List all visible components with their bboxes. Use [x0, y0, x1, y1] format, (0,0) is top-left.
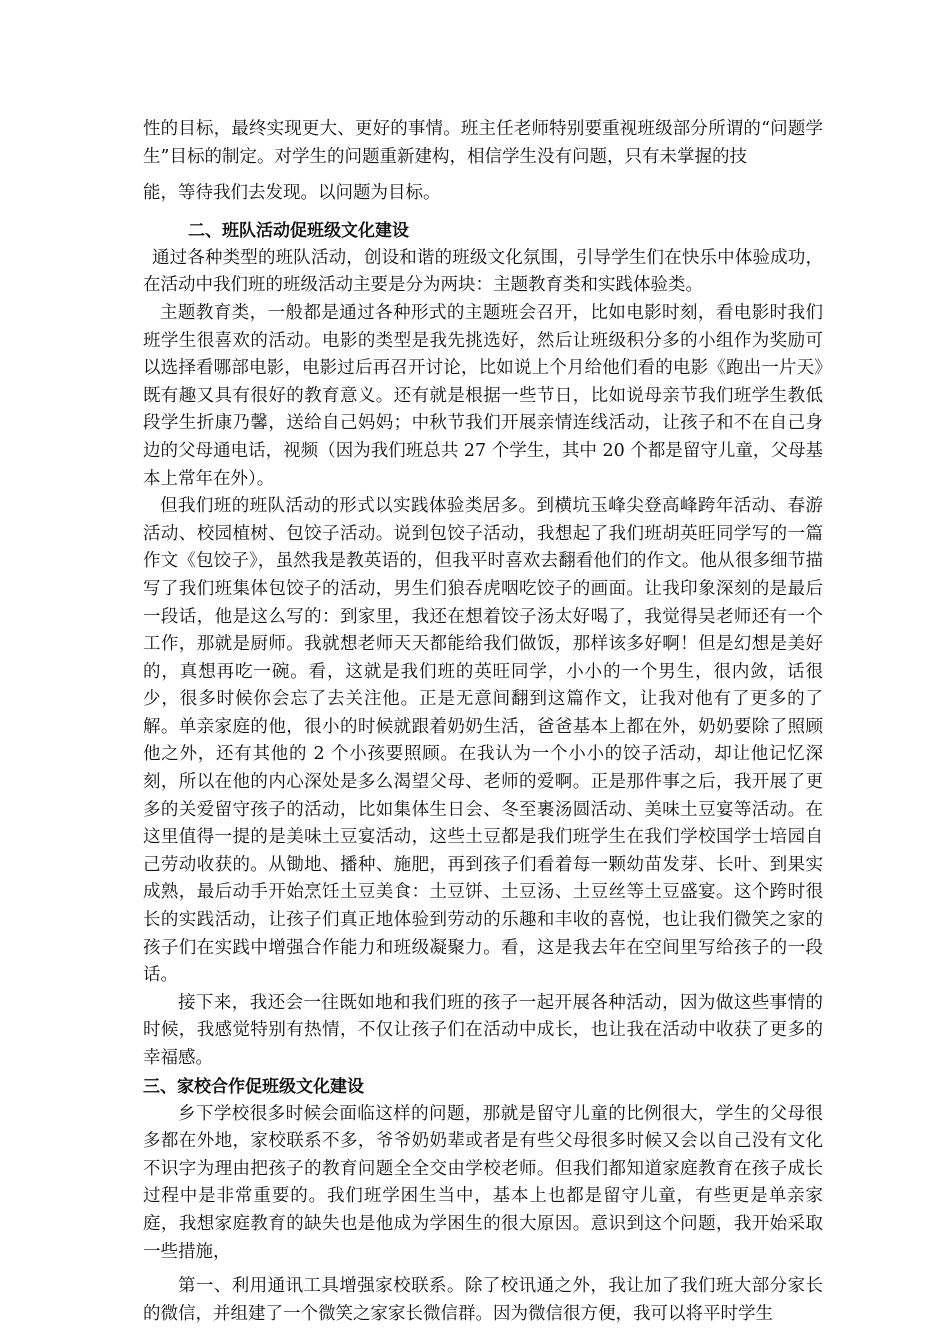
paragraph-class-activities-intro: 通过各种类型的班队活动，创设和谐的班级文化氛围，引导学生们在快乐中体验成功，在活动中我们班的班级活动主要是分为两块：主题教育类和实践体验类。	[143, 247, 823, 296]
document-page	[143, 116, 823, 1328]
paragraph-goal-end: 能，等待我们去发现。以问题为目标。	[143, 183, 441, 204]
paragraph-goal-cont: 性的目标，最终实现更大、更好的事情。班主任老师特别要重视班级部分所谓的“问题学生”目标的制定。对学生的问题重新建构，相信学生没有问题，只有未掌握的技	[143, 119, 823, 167]
paragraph-communication-tools: 第一、利用通讯工具增强家校联系。除了校讯通之外，我让加了我们班大部分家长的微信，并组建了一个微笑之家家长微信群。因为微信很方便，我可以将平时学生	[143, 1276, 823, 1324]
section-heading-3: 三、家校合作促班级文化建设	[143, 1076, 364, 1097]
paragraph-theme-education: 主题教育类，一般都是通过各种形式的主题班会召开，比如电影时刻，看电影时我们班学生很喜欢的活动。电影的类型是我先挑选好，然后让班级积分多的小组作为奖励可以选择看哪部电影，电影过后再召开讨论，比如说上个月给他们看的电影《跑出一片天》既有趣又具有很好的教育意义。还有就是根据一些节日，比如说母亲节我们班学生教低段学生折康乃馨，送给自己妈妈；中秋节我们开展亲情连线活动，让孩子和不在自己身边的父母通电话，视频（因为我们班总共 27 个学生，其中 20 个都是留守儿童，父母基本上常年在外）。	[143, 302, 823, 489]
section-heading-2: 二、班队活动促班级文化建设	[188, 220, 409, 241]
paragraph-next-steps: 接下来，我还会一往既如地和我们班的孩子一起开展各种活动，因为做这些事情的时候，我感觉特别有热情，不仅让孩子们在活动中成长，也让我在活动中收获了更多的幸福感。	[143, 992, 823, 1068]
paragraph-home-school: 乡下学校很多时候会面临这样的问题，那就是留守儿童的比例很大，学生的父母很多都在外地，家校联系不多，爷爷奶奶辈或者是有些父母很多时候又会以自己没有文化不识字为理由把孩子的教育问题全全交由学校老师。但我们都知道家庭教育在孩子成长过程中是非常重要的。我们班学困生当中，基本上也都是留守儿童，有些更是单亲家庭，我想家庭教育的缺失也是他成为学困生的很大原因。意识到这个问题，我开始采取一些措施，	[143, 1103, 823, 1262]
paragraph-practice-experience: 但我们班的班队活动的形式以实践体验类居多。到横坑玉峰尖登高峰跨年活动、春游活动、校园植树、包饺子活动。说到包饺子活动，我想起了我们班胡英旺同学写的一篇作文《包饺子》，虽然我是教英语的，但我平时喜欢去翻看他们的作文。他从很多细节描写了我们班集体包饺子的活动，男生们狼吞虎咽吃饺子的画面。让我印象深刻的是最后一段话，他是这么写的：到家里，我还在想着饺子汤太好喝了，我觉得吴老师还有一个工作，那就是厨师。我就想老师天天都能给我们做饭，那样该多好啊！但是幻想是美好的，真想再吃一碗。看，这就是我们班的英旺同学，小小的一个男生，很内敛，话很少，很多时候你会忘了去关注他。正是无意间翻到这篇作文，让我对他有了更多的了解。单亲家庭的他，很小的时候就跟着奶奶生活，爸爸基本上都在外，奶奶要除了照顾他之外，还有其他的 2 个小孩要照顾。在我认为一个小小的饺子活动，却让他记忆深刻，所以在他的内心深处是多么渴望父母、老师的爱啊。正是那件事之后，我开展了更多的关爱留守孩子的活动，比如集体生日会、冬至裹汤圆活动、美味土豆宴等活动。在这里值得一提的是美味土豆宴活动，这些土豆都是我们班学生在我们学校国学士培园自己劳动收获的。从锄地、播种、施肥，再到孩子们看着每一颗幼苗发芽、长叶、到果实成熟，最后动手开始烹饪土豆美食：土豆饼、土豆汤、土豆丝等土豆盛宴。这个跨时很长的实践活动，让孩子们真正地体验到劳动的乐趣和丰收的喜悦，也让我们微笑之家的孩子们在实践中增强合作能力和班级凝聚力。看，这是我去年在空间里写给孩子的一段话。	[143, 496, 823, 986]
